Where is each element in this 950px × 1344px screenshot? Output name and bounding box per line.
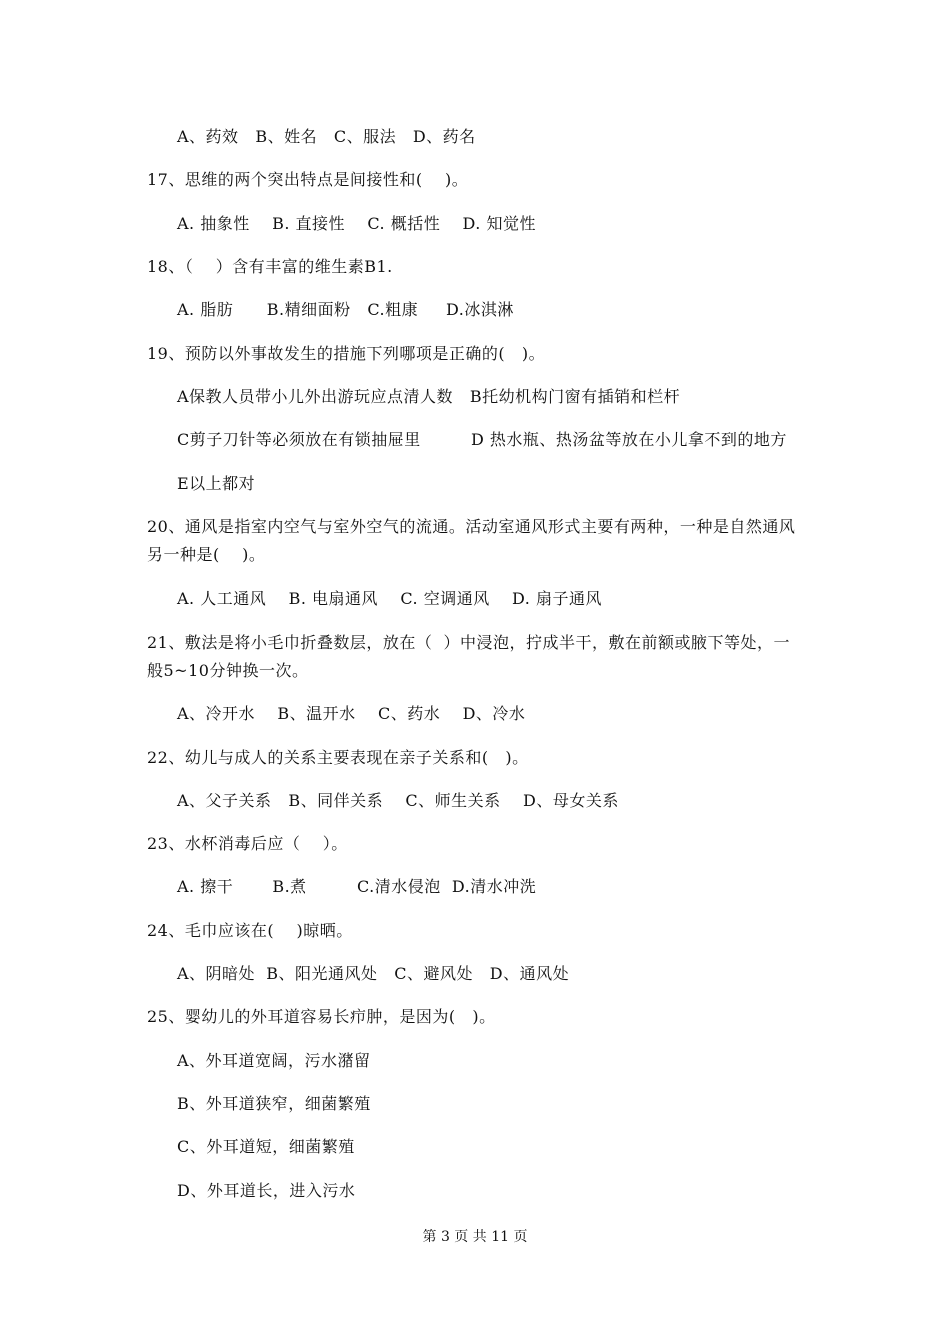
question-17: 17、思维的两个突出特点是间接性和( )。 bbox=[147, 170, 469, 189]
q21-options: A、冷开水 B、温开水 C、药水 D、冷水 bbox=[177, 704, 526, 723]
q22-options: A、父子关系 B、同伴关系 C、师生关系 D、母女关系 bbox=[177, 791, 619, 810]
q23-options: A. 擦干 B.煮 C.清水侵泡 D.清水冲洗 bbox=[177, 877, 537, 896]
question-24: 24、毛巾应该在( )晾晒。 bbox=[147, 921, 353, 940]
question-20-cont: 另一种是( )。 bbox=[147, 545, 266, 564]
q25-option-b: B、外耳道狭窄，细菌繁殖 bbox=[177, 1094, 371, 1113]
question-21-cont: 般5~10分钟换一次。 bbox=[147, 661, 309, 680]
q25-option-a: A、外耳道宽阔，污水潴留 bbox=[177, 1051, 371, 1070]
question-18: 18、（ ）含有丰富的维生素B1. bbox=[147, 257, 393, 276]
question-22: 22、幼儿与成人的关系主要表现在亲子关系和( )。 bbox=[147, 748, 529, 767]
q25-option-c: C、外耳道短，细菌繁殖 bbox=[177, 1137, 355, 1156]
page-number-footer: 第 3 页 共 11 页 bbox=[422, 1229, 528, 1245]
q19-options-ab: A保教人员带小儿外出游玩应点清人数 B托幼机构门窗有插销和栏杆 bbox=[177, 387, 681, 406]
question-20: 20、通风是指室内空气与室外空气的流通。活动室通风形式主要有两种，一种是自然通风 bbox=[147, 517, 796, 536]
question-21: 21、敷法是将小毛巾折叠数层，放在（ ）中浸泡，拧成半干，敷在前额或腋下等处，一 bbox=[147, 633, 791, 652]
q19-option-e: E以上都对 bbox=[177, 474, 256, 493]
question-25: 25、婴幼儿的外耳道容易长疖肿，是因为( )。 bbox=[147, 1007, 496, 1026]
question-19: 19、预防以外事故发生的措施下列哪项是正确的( )。 bbox=[147, 344, 546, 363]
question-23: 23、水杯消毒后应（ ）。 bbox=[147, 834, 348, 853]
q16-options: A、药效 B、姓名 C、服法 D、药名 bbox=[177, 127, 476, 146]
q17-options: A. 抽象性 B. 直接性 C. 概括性 D. 知觉性 bbox=[177, 214, 536, 233]
q25-option-d: D、外耳道长，进入污水 bbox=[177, 1181, 356, 1200]
q24-options: A、阴暗处 B、阳光通风处 C、避风处 D、通风处 bbox=[177, 964, 570, 983]
q20-options: A. 人工通风 B. 电扇通风 C. 空调通风 D. 扇子通风 bbox=[177, 589, 602, 608]
q19-options-cd: C剪子刀针等必须放在有锁抽屉里 D 热水瓶、热汤盆等放在小儿拿不到的地方 bbox=[177, 430, 787, 449]
q18-options: A. 脂肪 B.精细面粉 C.粗康 D.冰淇淋 bbox=[177, 300, 514, 319]
